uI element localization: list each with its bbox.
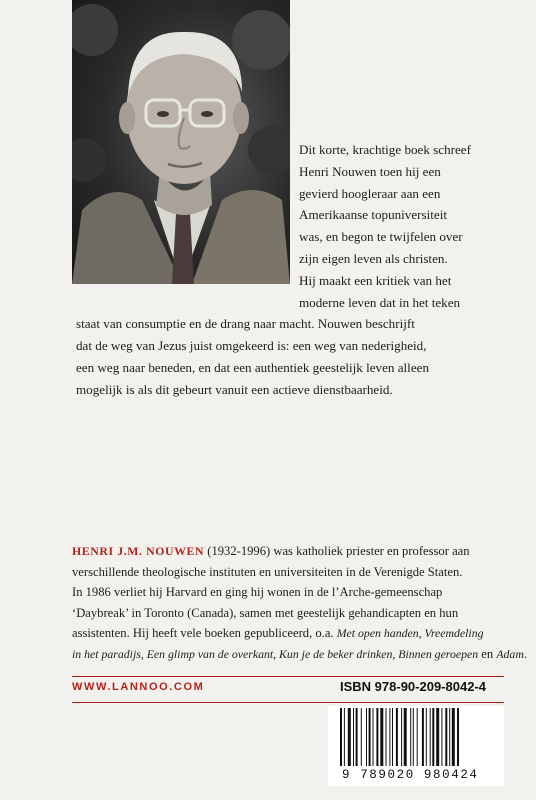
barcode-bar <box>445 708 447 766</box>
barcode-bar <box>436 708 439 766</box>
author-bio <box>72 541 527 665</box>
barcode-bar <box>366 708 367 766</box>
barcode-bar <box>389 708 390 766</box>
divider-top <box>72 676 504 677</box>
barcode-number: 9 789020 980424 <box>342 768 479 782</box>
bio-text: . <box>523 646 527 661</box>
barcode-bar <box>386 708 387 766</box>
barcode-bar <box>344 708 345 766</box>
barcode-bar <box>422 708 424 766</box>
bio-line <box>72 623 502 644</box>
divider-bottom <box>72 702 504 703</box>
barcode-bar <box>410 708 411 766</box>
barcode-bar <box>348 708 351 766</box>
bio-line <box>72 541 502 562</box>
description-line: mogelijk is als dit gebeurt vanuit een actieve dienstbaarheid. <box>76 381 393 397</box>
barcode-bar <box>413 708 414 766</box>
barcode-bar <box>356 708 358 766</box>
barcode-bar <box>452 708 455 766</box>
barcode <box>328 706 504 786</box>
isbn-label: ISBN 978-90-209-8042-4 <box>340 679 486 694</box>
barcode-bar <box>373 708 374 766</box>
author-name: HENRI J.M. NOUWEN <box>72 544 205 558</box>
bio-text: assistenten. Hij heeft vele boeken gepubliceerd, o.a. <box>72 626 337 641</box>
book-description <box>76 139 496 401</box>
barcode-bar <box>401 708 402 766</box>
description-line: Henri Nouwen toen hij een <box>299 163 441 179</box>
book-titles: in het paradijs, Een glimp van de overkant, Kun je de beker drinken, Binnen geroepen <box>72 646 479 661</box>
bio-line: ‘Daybreak’ in Toronto (Canada), samen met geestelijk gehandicapten en hun <box>72 605 459 620</box>
book-titles: Met open handen, Vreemdeling <box>336 626 484 641</box>
description-lead <box>299 139 496 313</box>
description-line: zijn eigen leven als christen. <box>299 250 448 266</box>
publisher-website: WWW.LANNOO.COM <box>72 681 205 693</box>
barcode-bar <box>432 708 434 766</box>
barcode-bar <box>376 708 378 766</box>
description-line: moderne leven dat in het teken <box>299 294 461 310</box>
barcode-bar <box>449 708 450 766</box>
description-line: Hij maakt een kritiek van het <box>299 272 452 288</box>
barcode-bar <box>396 708 398 766</box>
barcode-bar <box>392 708 393 766</box>
book-title: Adam <box>496 646 524 661</box>
barcode-bar <box>441 708 442 766</box>
barcode-bar <box>417 708 418 766</box>
description-line: staat van consumptie en de drang naar macht. Nouwen beschrijft <box>76 316 415 332</box>
barcode-icon <box>340 708 492 774</box>
barcode-bar <box>369 708 371 766</box>
barcode-bar <box>430 708 431 766</box>
barcode-bar <box>361 708 362 766</box>
description-line: gevierd hoogleraar aan een <box>299 185 441 201</box>
barcode-bar <box>380 708 383 766</box>
bio-text: (1932-1996) was katholiek priester en professor aan <box>204 544 470 558</box>
description-line: Amerikaanse topuniversiteit <box>299 207 447 223</box>
description-line: was, en begon te twijfelen over <box>299 229 463 245</box>
barcode-bar <box>457 708 459 766</box>
bio-line <box>72 644 527 665</box>
barcode-bar <box>426 708 427 766</box>
barcode-bar <box>340 708 342 766</box>
bio-line: verschillende theologische instituten en universiteiten in de Verenigde Staten. <box>72 564 463 579</box>
bio-text: en <box>478 646 497 661</box>
description-rest <box>76 313 496 400</box>
description-line: een weg naar beneden, en dat een authentiek geestelijk leven alleen <box>76 359 429 375</box>
barcode-bar <box>353 708 354 766</box>
description-line: dat de weg van Jezus juist omgekeerd is: een weg van nederigheid, <box>76 338 427 354</box>
bio-line: In 1986 verliet hij Harvard en ging hij wonen in de l’Arche-gemeenschap <box>72 585 443 600</box>
description-line: Dit korte, krachtige boek schreef <box>299 142 471 157</box>
barcode-bar <box>404 708 407 766</box>
